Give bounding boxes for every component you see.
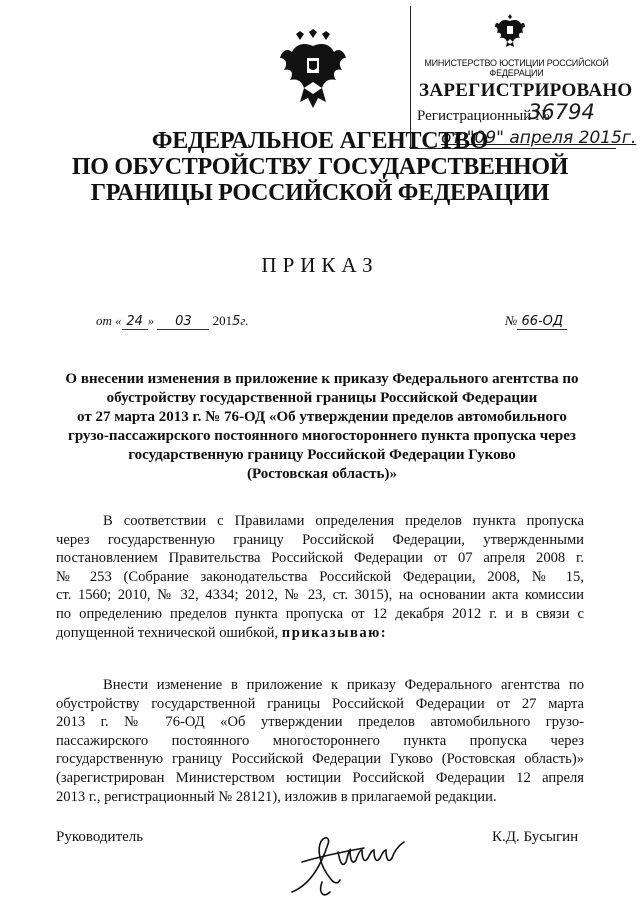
registration-date: от "09" апреля 2015г. (441, 128, 637, 148)
paragraph-line: через государственную границу Российской Федерации, утвержденными (56, 531, 584, 548)
paragraph-line: Внести изменение в приложение к приказу Федерального агентства по (103, 677, 584, 693)
ministry-name: МИНИСТЕРСТВО ЮСТИЦИИ РОССИЙСКОЙ ФЕДЕРАЦИИ (424, 58, 609, 78)
paragraph-line: (зарегистрирован Министерством юстиции Российской Федерации 12 апреля (56, 769, 584, 786)
preamble-paragraph (56, 512, 584, 642)
paragraph-line: постановлением Правительства Российской Федерации от 07 апреля 2008 г. (56, 550, 584, 567)
paragraph-text: допущенной технической ошибкой, (56, 624, 279, 641)
order-number (505, 313, 567, 330)
registration-number-label: Регистрационный № (417, 108, 550, 124)
subject-line: О внесении изменения в приложение к приказу Федерального агентства по (65, 371, 579, 387)
signatory-role: Руководитель (56, 829, 144, 845)
order-date: от « 24 » 03 2015г. (96, 313, 249, 329)
order-year-suffix: 5 (232, 314, 241, 329)
paragraph-line: В соответствии с Правилами определения пределов пункта пропуска (103, 513, 584, 529)
directive-word: приказываю: (281, 624, 388, 641)
subject-line: обустройству государственной границы Российской Федерации (106, 390, 538, 406)
subject-line: государственную границу Российской Федерации Гуково (128, 447, 516, 463)
paragraph-line: 2013 г., регистрационный № 28121), изложив в прилагаемой редакции. (56, 788, 497, 805)
subject-line: (Ростовская область)» (247, 466, 397, 482)
order-month: 03 (157, 314, 209, 330)
order-year-end: г. (240, 313, 249, 328)
paragraph-line: 2013 г. № 76-ОД «Об утверждении пределов автомобильного грузо- (56, 714, 584, 731)
paragraph-line: № 253 (Собрание законодательства Российской Федерации, 2008, № 15, (56, 568, 584, 585)
order-year-prefix: 201 (212, 313, 233, 328)
agency-line-2: ПО ОБУСТРОЙСТВУ ГОСУДАРСТВЕННОЙ (71, 154, 569, 180)
registered-label: ЗАРЕГИСТРИРОВАНО (419, 80, 633, 101)
coat-of-arms-emblem (278, 28, 348, 110)
subject-line: от 27 марта 2013 г. № 76-ОД «Об утверждении пределов автомобильного (77, 409, 567, 425)
signatory-name: К.Д. Бусыгин (492, 829, 579, 845)
agency-line-1: ФЕДЕРАЛЬНОЕ АГЕНТСТВО (151, 128, 489, 154)
paragraph-line: государственную границу Российской Федерации Гуково (Ростовская область)» (56, 751, 584, 768)
document-type-title: ПРИКАЗ (261, 253, 379, 277)
ministry-emblem-icon (494, 12, 526, 48)
order-day: 24 (122, 314, 148, 330)
paragraph-line: обустройству государственной границы Российской Федерации от 27 марта (56, 695, 584, 712)
order-number-value: 66-ОД (517, 314, 567, 330)
number-prefix: № (505, 313, 518, 328)
paragraph-line: пассажирского постоянного многостороннего пункта пропуска через (56, 732, 584, 749)
paragraph-line: ст. 1560; 2010, № 32, 4334; 2012, № 23, ст. 3015), на основании акта комиссии (56, 587, 584, 604)
subject-line: грузо-пассажирского постоянного многостороннего пункта пропуска через (68, 428, 576, 444)
operative-paragraph (56, 676, 584, 806)
agency-header (40, 128, 600, 206)
paragraph-line: по определению пределов пункта пропуска от 12 декабря 2012 г. и в связи с (56, 605, 584, 622)
paragraph-line-last (56, 624, 584, 643)
handwritten-signature (282, 822, 412, 902)
order-subject (52, 370, 592, 484)
date-prefix: от (96, 313, 112, 328)
registration-number: 36794 (528, 100, 595, 124)
agency-line-3: ГРАНИЦЫ РОССИЙСКОЙ ФЕДЕРАЦИИ (90, 180, 550, 206)
